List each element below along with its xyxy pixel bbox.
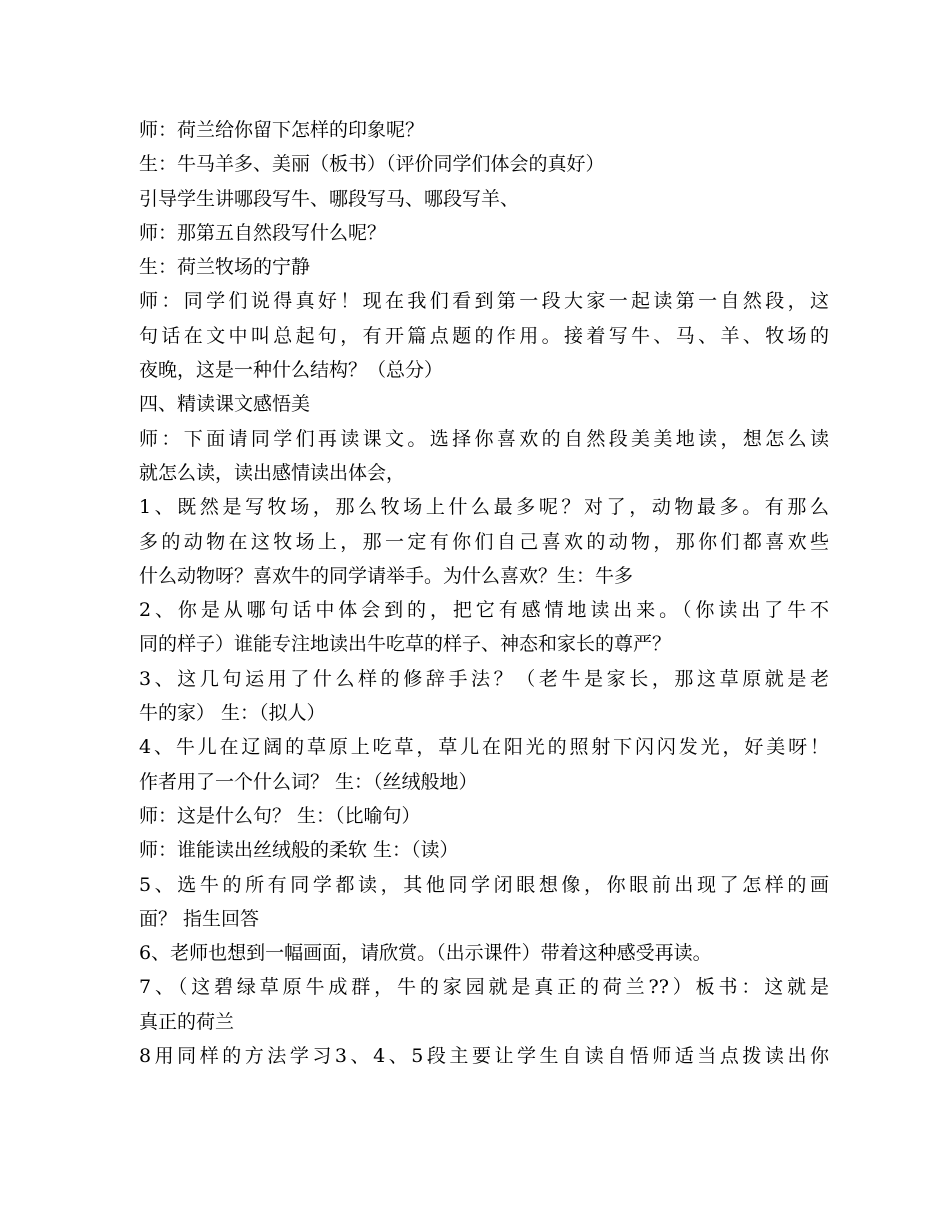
text-line: 8用同样的方法学习3、4、5段主要让学生自读自悟师适当点拨读出你 (139, 1045, 829, 1068)
text-line: 就怎么读，读出感情读出体会， (139, 461, 406, 484)
text-line: 2、你是从哪句话中体会到的，把它有感情地读出来。（你读出了牛不 (139, 599, 829, 622)
text-line: 多的动物在这牧场上，那一定有你们自己喜欢的动物，那你们都喜欢些 (139, 530, 829, 553)
section-heading: 四、精读课文感悟美 (139, 393, 311, 416)
text-line: 生：牛马羊多、美丽（板书）（评价同学们体会的真好） (139, 153, 605, 176)
text-line: 师：下面请同学们再读课文。选择你喜欢的自然段美美地读，想怎么读 (139, 427, 829, 450)
text-line: 4、牛儿在辽阔的草原上吃草，草儿在阳光的照射下闪闪发光，好美呀！ (139, 736, 829, 759)
text-line: 师：同学们说得真好！现在我们看到第一段大家一起读第一自然段，这 (139, 290, 829, 313)
text-line: 夜晚，这是一种什么结构？（总分） (139, 359, 444, 382)
text-line: 牛的家） 生：（拟人） (139, 702, 326, 725)
document-body (139, 113, 829, 1073)
text-line: 什么动物呀？喜欢牛的同学请举手。为什么喜欢？生：牛多 (139, 564, 634, 587)
text-line: 师：谁能读出丝绒般的柔软 生：（读） (139, 839, 459, 862)
text-line: 句话在文中叫总起句，有开篇点题的作用。接着写牛、马、羊、牧场的 (139, 324, 829, 347)
text-line: 面？ 指生回答 (139, 907, 260, 930)
text-line: 6、老师也想到一幅画面，请欣赏。（出示课件）带着这种感受再读。 (139, 942, 712, 965)
text-line: 师：荷兰给你留下怎样的印象呢？ (139, 119, 425, 141)
text-line: 引导学生讲哪段写牛、哪段写马、哪段写羊、 (139, 187, 520, 210)
text-line: 5、选牛的所有同学都读，其他同学闭眼想像，你眼前出现了怎样的画 (139, 873, 829, 896)
text-line: 生：荷兰牧场的宁静 (139, 256, 311, 279)
text-line: 作者用了一个什么词？ 生：（丝绒般地） (139, 770, 478, 793)
text-line: 1、既然是写牧场，那么牧场上什么最多呢？对了，动物最多。有那么 (139, 496, 829, 519)
text-line: 真正的荷兰 (139, 1010, 235, 1033)
text-line: 师：这是什么句？ 生：（比喻句） (139, 804, 421, 827)
text-line: 同的样子）谁能专注地读出牛吃草的样子、神态和家长的尊严？ (139, 633, 672, 656)
text-line: 师：那第五自然段写什么呢？ (139, 221, 387, 244)
text-line: 7、（这碧绿草原牛成群，牛的家园就是真正的荷兰??）板书：这就是 (139, 976, 829, 999)
text-line: 3、这几句运用了什么样的修辞手法？（老牛是家长，那这草原就是老 (139, 667, 829, 690)
